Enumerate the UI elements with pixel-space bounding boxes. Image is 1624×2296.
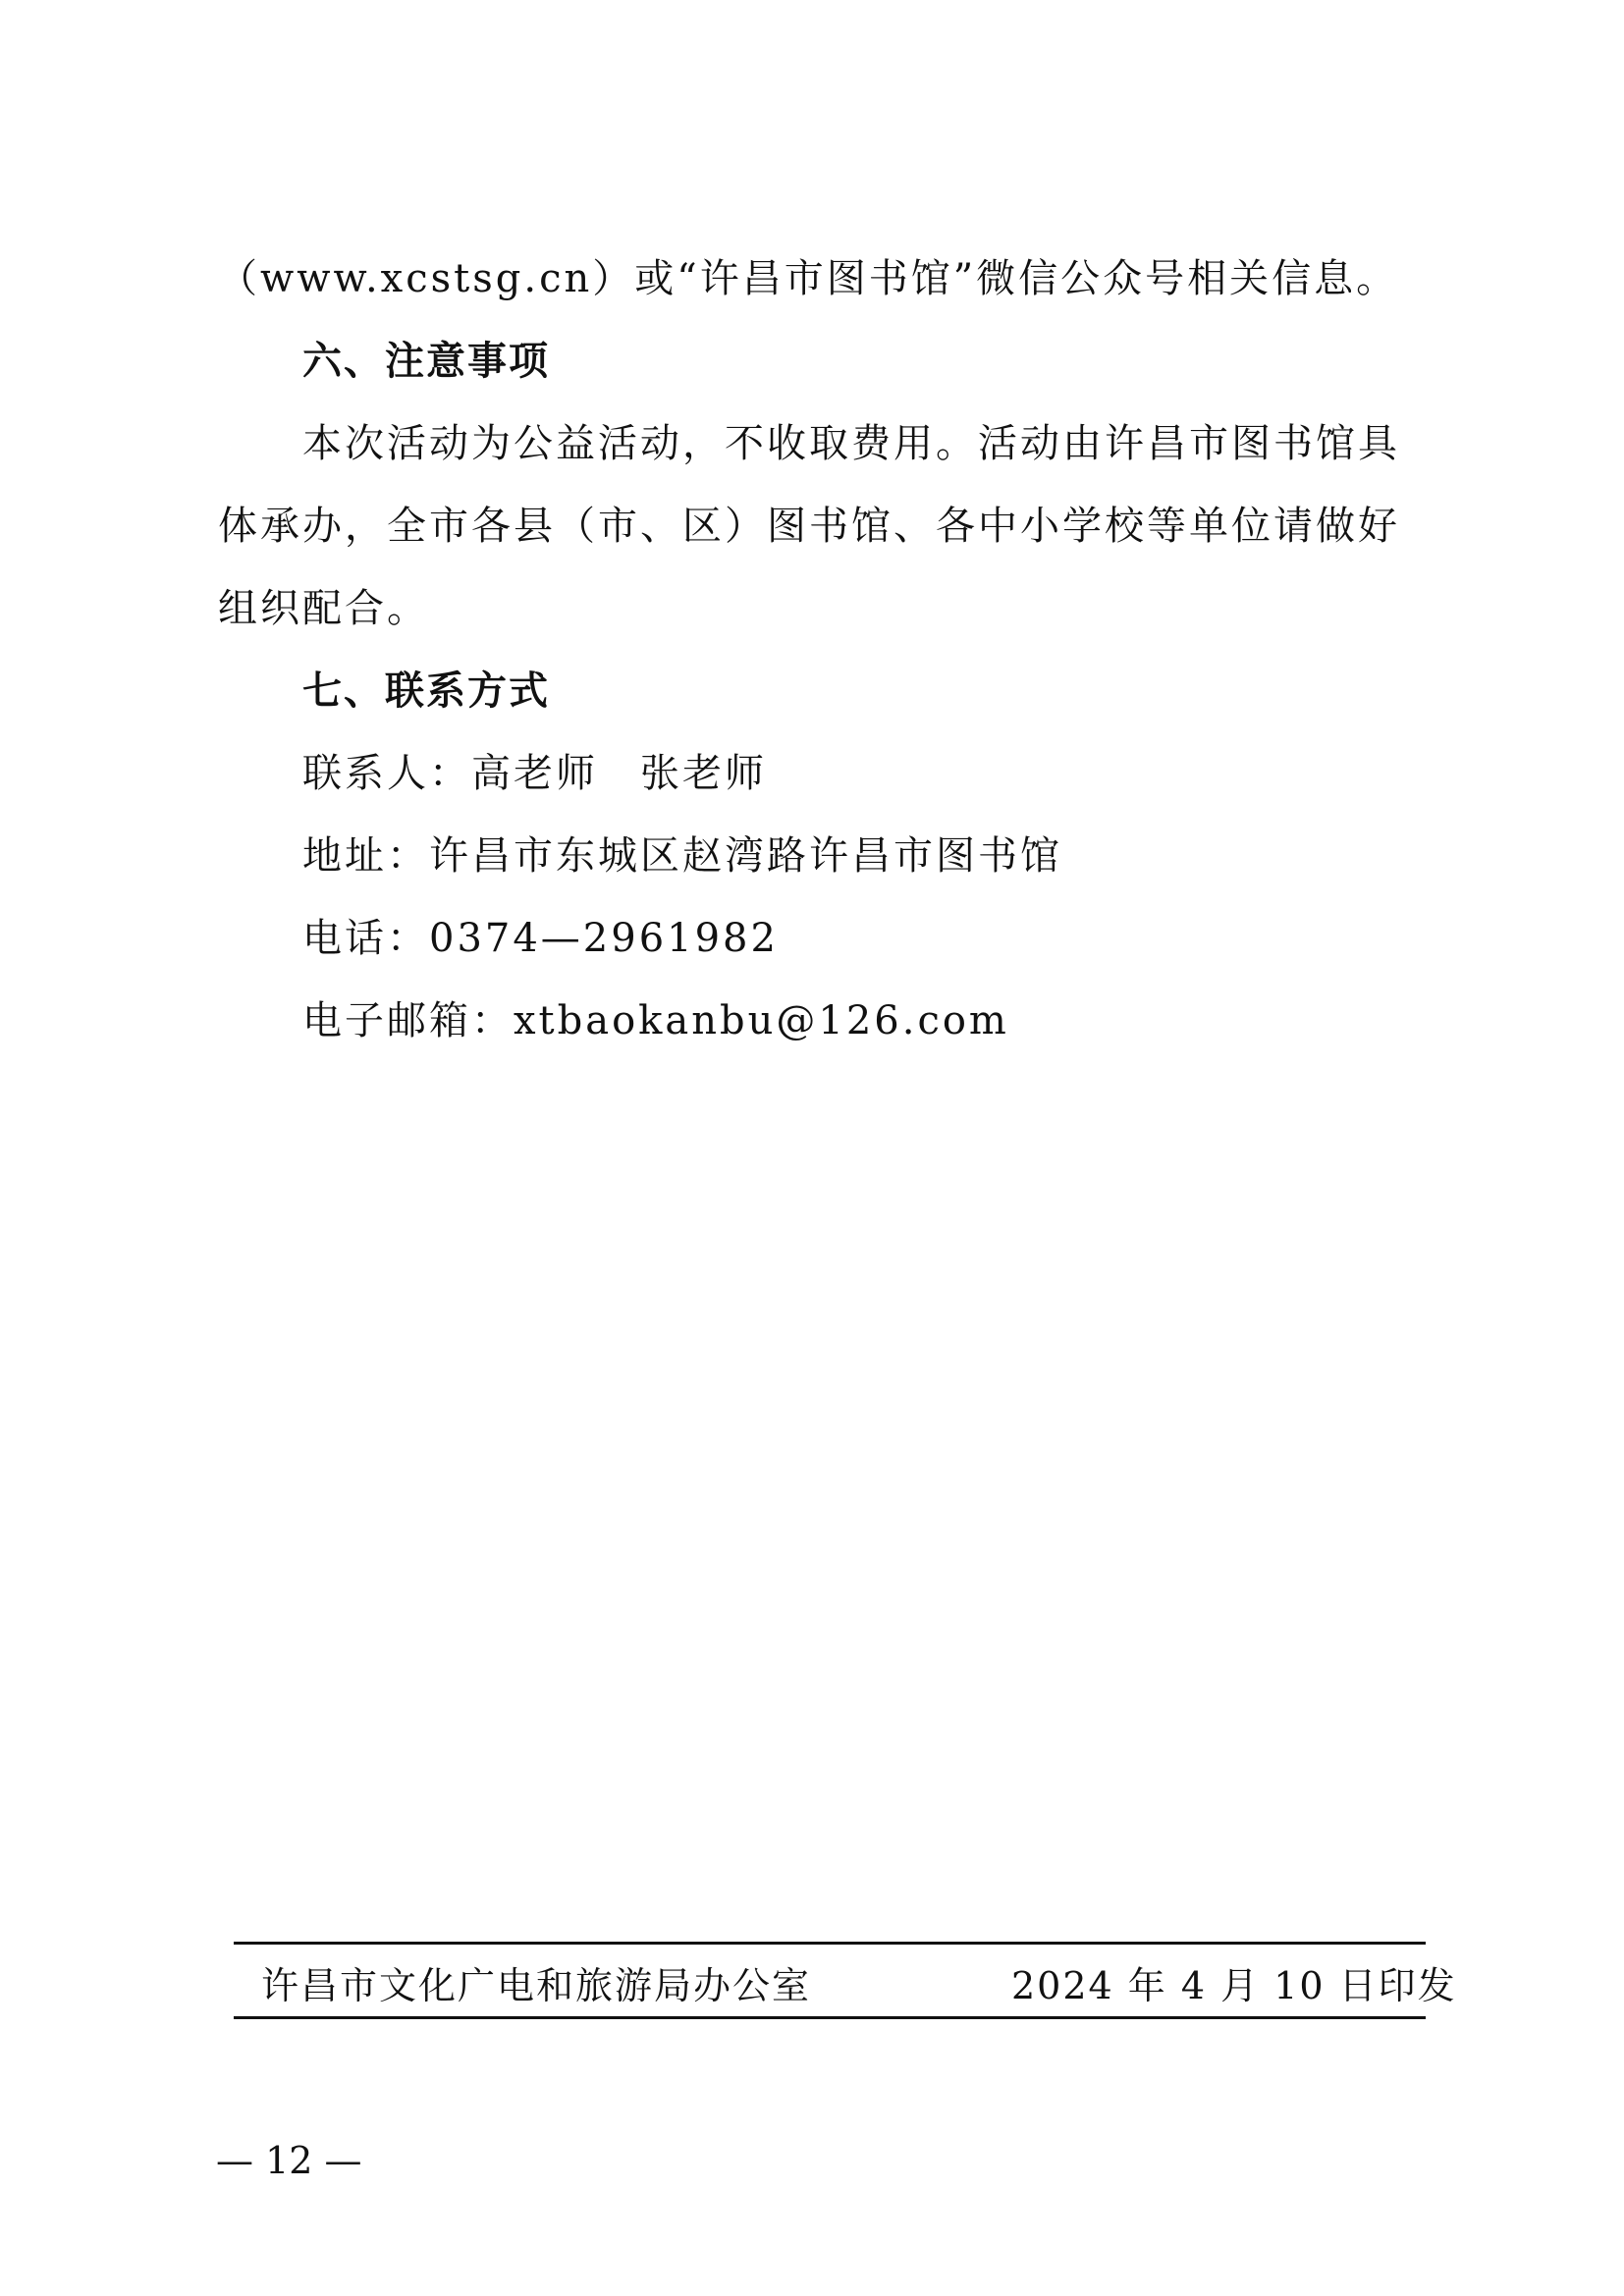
footer-bottom-rule (234, 2016, 1426, 2019)
section-6-paragraph-line-2: 体承办，全市各县（市、区）图书馆、各中小学校等单位请做好 (218, 504, 1400, 549)
section-6-heading: 六、注意事项 (302, 339, 550, 384)
footer-issuer: 许昌市文化广电和旅游局办公室 (261, 1964, 812, 2007)
section-6-paragraph-line-3: 组织配合。 (218, 586, 429, 631)
section-7-heading: 七、联系方式 (302, 668, 550, 714)
section-6-paragraph-line-1: 本次活动为公益活动，不收取费用。活动由许昌市图书馆具 (302, 421, 1400, 466)
contact-phone: 电话：0374—2961982 (302, 916, 779, 961)
contact-person: 联系人：高老师 张老师 (302, 751, 767, 796)
contact-address: 地址：许昌市东城区赵湾路许昌市图书馆 (302, 833, 1062, 879)
footer-top-rule (234, 1942, 1426, 1945)
body-line-url: （www.xcstsg.cn）或“许昌市图书馆”微信公众号相关信息。 (218, 256, 1399, 301)
contact-email: 电子邮箱：xtbaokanbu@126.com (302, 998, 1009, 1043)
page-number: — 12 — (216, 2139, 362, 2182)
footer-issue-date: 2024 年 4 月 10 日印发 (1011, 1964, 1457, 2007)
